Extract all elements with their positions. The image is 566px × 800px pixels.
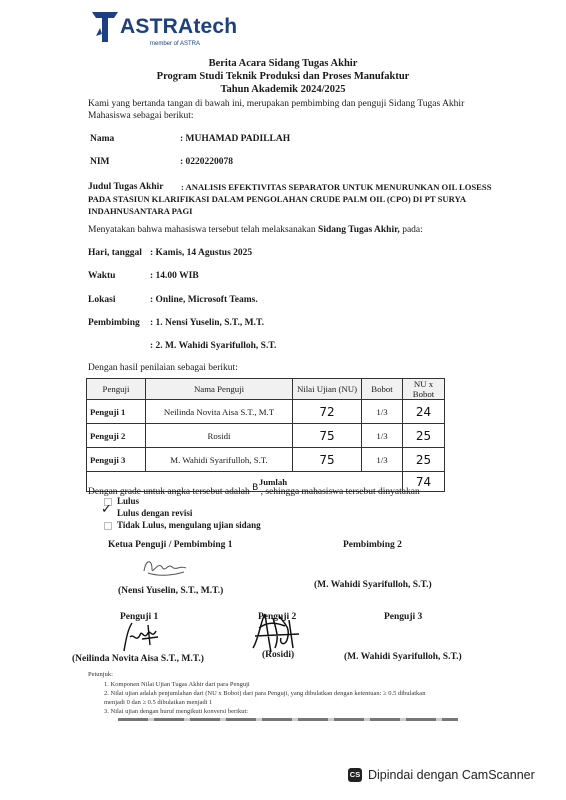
row-penguji: Penguji 1: [87, 400, 146, 424]
row-penguji: Penguji 3: [87, 448, 146, 472]
row-nilai-handwritten: 75: [293, 424, 362, 448]
header-penguji: Penguji: [87, 379, 146, 400]
option-tidak-lulus: [104, 520, 261, 530]
option-lulus-label: Lulus: [117, 496, 140, 506]
judul-line-2: PADA STASIUN KLARIFIKASI DALAM PENGOLAHAN CRUDE PALM OIL (CPO) DI PT SURYA: [88, 194, 467, 204]
lokasi-label: Lokasi: [88, 295, 116, 305]
score-table: [86, 378, 445, 492]
camscanner-icon: CS: [348, 768, 362, 782]
table-header-row: [87, 379, 445, 400]
total-label: Jumlah: [87, 472, 403, 492]
statement-prefix: Menyatakan bahwa mahasiswa tersebut telah melaksanakan: [88, 225, 316, 235]
pembimbing2-title: Pembimbing 2: [343, 540, 402, 550]
penguji1-name: (Neilinda Novita Aisa S.T., M.T.): [72, 654, 204, 664]
logo-wordmark: ASTRAtech: [120, 15, 238, 38]
row-bobot: 1/3: [362, 448, 403, 472]
camscanner-watermark: Dipindai dengan CamScanner: [368, 768, 535, 782]
penguji1-title: Penguji 1: [120, 612, 159, 622]
nim-label: NIM: [90, 157, 110, 167]
grade-value-handwritten: B: [252, 483, 259, 493]
row-nama: M. Wahidi Syarifulloh, S.T.: [146, 448, 293, 472]
option-checkbox: [104, 522, 112, 530]
judul-line-1: : ANALISIS EFEKTIVITAS SEPARATOR UNTUK MENURUNKAN OIL LOSESS: [181, 182, 492, 192]
table-row: [87, 448, 445, 472]
row-bobot: 1/3: [362, 400, 403, 424]
notes-item: 3. Nilai ujian dengan huruf mengikuti konversi berikut:: [104, 708, 249, 715]
row-hasil-handwritten: 25: [403, 448, 445, 472]
penguji2-title: Penguji 2: [258, 612, 297, 622]
grade-suffix: , sehingga mahasiswa tersebut dinyatakan: [260, 487, 420, 498]
header-nu-x-bobot: NU x Bobot: [403, 379, 445, 400]
row-nama: Rosidi: [146, 424, 293, 448]
row-penguji: Penguji 2: [87, 424, 146, 448]
pembimbing-1: : 1. Nensi Yuselin, S.T., M.T.: [150, 318, 265, 328]
nim-value: : 0220220078: [180, 157, 234, 167]
option-lulus-revisi-label: Lulus dengan revisi: [117, 508, 193, 518]
signature-ketua-icon: [140, 553, 190, 579]
intro-line-1: Kami yang bertanda tangan di bawah ini, merupakan pembimbing dan penguji Sidang Tugas Akhir: [88, 99, 465, 109]
penguji3-name: (M. Wahidi Syarifulloh, S.T.): [344, 652, 462, 662]
signature-penguji1-icon: [118, 615, 168, 655]
notes-title: Petunjuk:: [88, 671, 113, 678]
row-hasil-handwritten: 24: [403, 400, 445, 424]
penguji2-name: (Rosidi): [262, 650, 295, 660]
row-hasil-handwritten: 25: [403, 424, 445, 448]
notes-item: 2. Nilai ujian adalah penjumlahan dari (NU x Bobot) dari para Penguji, yang dibulatkan dengan ketentuan: ≥ 0.5 dibulatkan: [104, 690, 426, 697]
cropped-table-edge: [118, 718, 458, 721]
nama-label: Nama: [90, 134, 115, 144]
checkmark-icon: ✓: [101, 502, 112, 517]
lokasi-value: : Online, Microsoft Teams.: [150, 295, 258, 305]
option-lulus-revisi: [101, 502, 193, 518]
intro-line-2: Mahasiswa sebagai berikut:: [88, 111, 194, 121]
statement-line: [88, 225, 423, 235]
header-nama-penguji: Nama Penguji: [146, 379, 293, 400]
row-nilai-handwritten: 72: [293, 400, 362, 424]
statement-bold: Sidang Tugas Akhir,: [318, 225, 400, 235]
ketua-name: (Nensi Yuselin, S.T., M.T.): [118, 586, 224, 596]
hari-value: : Kamis, 14 Agustus 2025: [150, 248, 253, 258]
heading-line-2: Program Studi Teknik Produksi dan Proses Manufaktur: [156, 71, 410, 82]
header-nilai-ujian: Nilai Ujian (NU): [293, 379, 362, 400]
judul-line-3: INDAHNUSANTARA PAGI: [88, 206, 193, 216]
pembimbing-2: : 2. M. Wahidi Syarifulloh, S.T.: [150, 341, 277, 351]
heading-line-3: Tahun Akademik 2024/2025: [220, 84, 346, 95]
statement-suffix: pada:: [402, 225, 423, 235]
table-intro: Dengan hasil penilaian sebagai berikut:: [88, 363, 238, 373]
table-row: [87, 400, 445, 424]
grade-prefix: Dengan grade untuk angka tersebut adalah: [88, 487, 250, 498]
total-value-handwritten: 74: [403, 472, 445, 492]
astratech-logo: [90, 10, 240, 52]
nama-value: : MUHAMAD PADILLAH: [180, 134, 291, 144]
notes-item: menjadi 0 dan ≥ 0.5 dibulatkan menjadi 1: [104, 699, 213, 706]
logo-tagline: member of ASTRA: [150, 41, 201, 47]
row-nilai-handwritten: 75: [293, 448, 362, 472]
option-tidak-lulus-label: Tidak Lulus, mengulang ujian sidang: [117, 520, 261, 530]
header-bobot: Bobot: [362, 379, 403, 400]
pembimbing2-name: (M. Wahidi Syarifulloh, S.T.): [314, 580, 432, 590]
waktu-label: Waktu: [88, 271, 116, 281]
pembimbing-label: Pembimbing: [88, 318, 140, 328]
table-row: [87, 424, 445, 448]
heading-line-1: Berita Acara Sidang Tugas Akhir: [208, 58, 358, 69]
hari-label: Hari, tanggal: [88, 248, 142, 258]
judul-label: Judul Tugas Akhir: [88, 182, 164, 192]
penguji3-title: Penguji 3: [384, 612, 423, 622]
astratech-logo-mark-icon: [90, 10, 120, 44]
notes-item: 1. Komponen Nilai Ujian Tugas Akhir dari para Penguji: [104, 681, 250, 688]
row-bobot: 1/3: [362, 424, 403, 448]
waktu-value: : 14.00 WIB: [150, 271, 199, 281]
row-nama: Neilinda Novita Aisa S.T., M.T: [146, 400, 293, 424]
ketua-title: Ketua Penguji / Pembimbing 1: [108, 540, 233, 550]
